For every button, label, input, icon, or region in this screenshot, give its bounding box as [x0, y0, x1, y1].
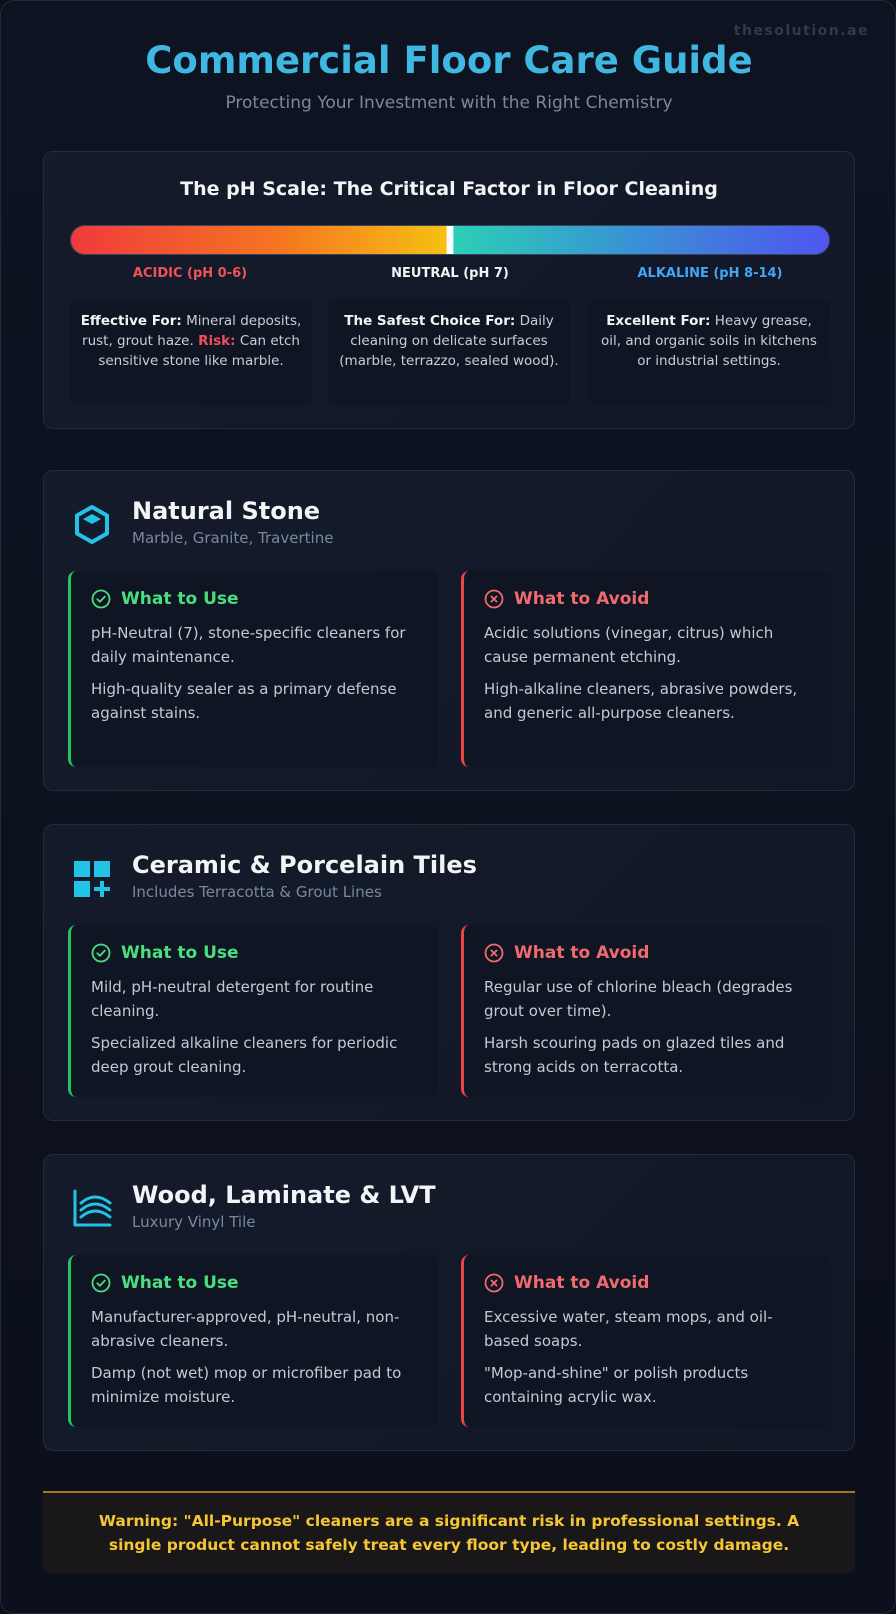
avoid-item: Acidic solutions (vinegar, citrus) which cause permanent etching.	[484, 624, 774, 666]
neutral-text: Daily cleaning on delicate surfaces (marble, terrazzo, sealed wood).	[339, 313, 559, 369]
what-to-avoid-panel	[461, 571, 831, 767]
check-circle-icon	[91, 943, 111, 963]
what-to-use-panel	[68, 1255, 438, 1427]
section-title: Wood, Laminate & LVT	[132, 1181, 436, 1209]
check-circle-icon	[91, 1273, 111, 1293]
acidic-text: Mineral deposits, rust, grout haze.	[82, 313, 302, 349]
use-heading: What to Use	[121, 1273, 239, 1293]
ph-neutral-description	[328, 299, 570, 405]
alkaline-lead: Excellent For:	[606, 313, 711, 329]
acidic-lead: Effective For:	[80, 313, 182, 329]
neutral-lead: The Safest Choice For:	[344, 313, 516, 329]
use-item: pH-Neutral (7), stone-specific cleaners for daily maintenance.	[91, 624, 406, 666]
what-to-avoid-panel	[461, 925, 831, 1097]
avoid-heading: What to Avoid	[514, 943, 650, 963]
avoid-heading: What to Avoid	[514, 1273, 650, 1293]
page-subtitle: Protecting Your Investment with the Right Chemistry	[225, 93, 673, 113]
x-circle-icon	[484, 943, 504, 963]
avoid-item: "Mop-and-shine" or polish products containing acrylic wax.	[484, 1364, 749, 1406]
section-wood-laminate-lvt	[43, 1154, 855, 1451]
avoid-item: High-alkaline cleaners, abrasive powders, and generic all-purpose cleaners.	[484, 680, 798, 722]
what-to-avoid-panel	[461, 1255, 831, 1427]
use-heading: What to Use	[121, 589, 239, 609]
use-item: Manufacturer-approved, pH-neutral, non-abrasive cleaners.	[91, 1308, 400, 1350]
ph-scale-card	[43, 151, 855, 429]
ph-gradient-bar	[70, 225, 830, 255]
section-subtitle: Includes Terracotta & Grout Lines	[132, 883, 382, 901]
section-subtitle: Marble, Granite, Travertine	[132, 529, 334, 547]
use-item: High-quality sealer as a primary defense against stains.	[91, 680, 397, 722]
ph-acidic-description	[70, 299, 312, 405]
ph-label-neutral: NEUTRAL (pH 7)	[391, 266, 509, 281]
check-circle-icon	[91, 589, 111, 609]
use-item: Mild, pH-neutral detergent for routine cleaning.	[91, 978, 374, 1020]
what-to-use-panel	[68, 571, 438, 767]
avoid-item: Regular use of chlorine bleach (degrades grout over time).	[484, 978, 793, 1020]
alkaline-text: Heavy grease, oil, and organic soils in kitchens or industrial settings.	[601, 313, 817, 369]
use-item: Specialized alkaline cleaners for periodic deep grout cleaning.	[91, 1034, 398, 1076]
ph-labels	[70, 266, 830, 286]
acidic-risk-text: Can etch sensitive stone like marble.	[98, 333, 300, 369]
avoid-heading: What to Avoid	[514, 589, 650, 609]
section-title: Ceramic & Porcelain Tiles	[132, 851, 477, 879]
ph-alkaline-description	[588, 299, 830, 405]
tiles-icon	[70, 857, 114, 901]
section-title: Natural Stone	[132, 497, 321, 525]
avoid-item: Excessive water, steam mops, and oil-based soaps.	[484, 1308, 773, 1350]
warning-banner: Warning: "All-Purpose" cleaners are a significant risk in professional settings. A single product cannot safely treat every floor type, leading to costly damage.	[43, 1491, 855, 1573]
use-heading: What to Use	[121, 943, 239, 963]
use-item: Damp (not wet) mop or microfiber pad to minimize moisture.	[91, 1364, 402, 1406]
x-circle-icon	[484, 1273, 504, 1293]
avoid-item: Harsh scouring pads on glazed tiles and strong acids on terracotta.	[484, 1034, 785, 1076]
ph-label-alkaline: ALKALINE (pH 8-14)	[637, 266, 783, 281]
section-natural-stone	[43, 470, 855, 791]
what-to-use-panel	[68, 925, 438, 1097]
cube-icon	[70, 503, 114, 547]
section-subtitle: Luxury Vinyl Tile	[132, 1213, 256, 1231]
brand-watermark: thesolution.ae	[733, 23, 869, 39]
x-circle-icon	[484, 589, 504, 609]
ph-scale-title: The pH Scale: The Critical Factor in Floor Cleaning	[180, 178, 718, 200]
ph-label-acidic: ACIDIC (pH 0-6)	[132, 266, 248, 281]
acidic-risk-lead: Risk:	[198, 333, 236, 349]
wood-grain-icon	[70, 1187, 114, 1231]
section-ceramic-porcelain	[43, 824, 855, 1121]
page-title: Commercial Floor Care Guide	[145, 39, 753, 82]
